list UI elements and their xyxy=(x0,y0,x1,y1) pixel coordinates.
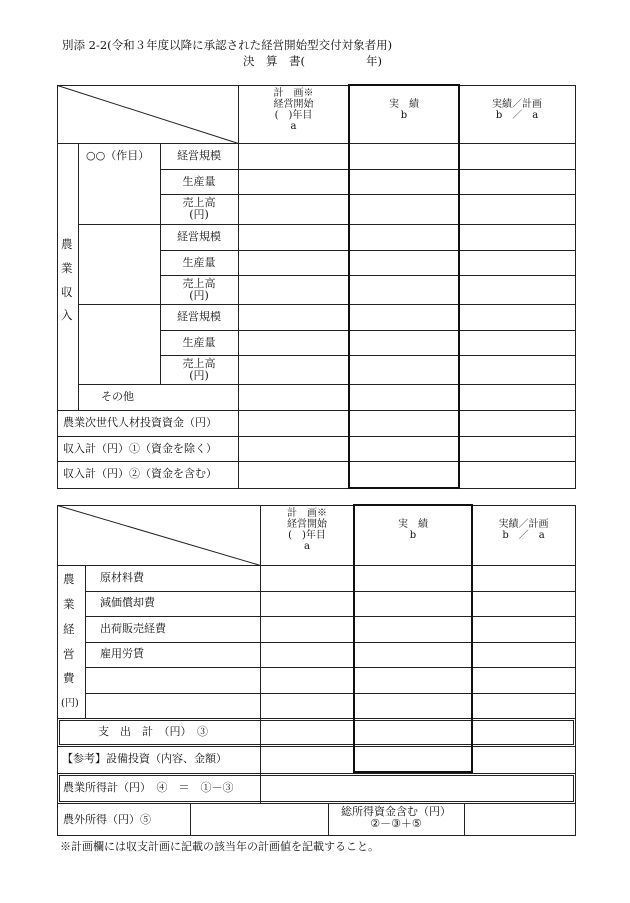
income-total-1-label: 収入計（円）①（資金を除く） xyxy=(63,442,217,455)
nonfarm-income-label: 農外所得（円）⑤ xyxy=(63,813,151,826)
side-label-keihi-3: 経 xyxy=(63,622,75,636)
total-income-label: 総所得資金含む（円） ②－③＋⑤ xyxy=(341,805,451,830)
sales-label: 売上高 (円) xyxy=(182,277,216,302)
expense-total-label: 支 出 計 （円） ③ xyxy=(98,725,208,738)
side-label-keihi-6: (円) xyxy=(61,698,79,709)
side-label-keihi-1: 農 xyxy=(63,572,75,586)
footnote: ※計画欄には収支計画に記載の該当年の計画値を記載すること。 xyxy=(60,840,379,853)
attachment-label: 別添 2-2(令和３年度以降に承認された経営開始型交付対象者用) xyxy=(62,38,393,52)
t2-plan-header: 計 画※ 経営開始 ( )年目 a xyxy=(287,508,327,552)
income-total-2-label: 収入計（円）②（資金を含む） xyxy=(63,467,217,480)
scale-label: 経営規模 xyxy=(177,149,221,162)
t1-actual-header: 実 績 b xyxy=(389,99,419,121)
subsidy-label: 農業次世代人材投資資金（円） xyxy=(63,416,217,429)
scale-label: 経営規模 xyxy=(177,310,221,323)
side-label-keihi-2: 業 xyxy=(63,597,75,611)
crop-label: ○○（作目） xyxy=(86,149,150,162)
document-year-suffix: 年) xyxy=(366,54,382,68)
item-labor: 雇用労賃 xyxy=(100,647,144,660)
sales-label: 売上高 (円) xyxy=(182,196,216,221)
document-title: 決 算 書( xyxy=(243,54,305,68)
scale-label: 経営規模 xyxy=(177,230,221,243)
item-depreciation: 減価償却費 xyxy=(100,596,155,609)
t1-plan-header: 計 画※ 経営開始 ( )年目 a xyxy=(273,88,314,132)
sales-label: 売上高 (円) xyxy=(182,357,216,382)
side-label-nogyo-1: 農 xyxy=(61,237,73,251)
production-label: 生産量 xyxy=(182,256,216,269)
t2-ratio-header: 実績／計画 b ／ a xyxy=(498,519,549,541)
side-label-nogyo-2: 業 xyxy=(61,261,73,275)
item-shipping-sales: 出荷販売経費 xyxy=(100,622,166,635)
item-raw-materials: 原材料費 xyxy=(100,571,144,584)
reference-investment-label: 【参考】設備投資（内容、金額） xyxy=(62,752,227,765)
production-label: 生産量 xyxy=(182,175,216,188)
side-label-nogyo-4: 入 xyxy=(61,308,73,322)
farm-income-label: 農業所得計（円） ④ ＝ ①－③ xyxy=(63,781,234,794)
t1-ratio-header: 実績／計画 b ／ a xyxy=(492,99,542,121)
side-label-keihi-4: 営 xyxy=(63,647,75,661)
production-label: 生産量 xyxy=(182,336,216,349)
side-label-keihi-5: 費 xyxy=(63,671,75,685)
side-label-nogyo-3: 収 xyxy=(61,285,73,299)
t2-actual-header: 実 績 b xyxy=(398,519,428,541)
other-label: その他 xyxy=(101,390,134,403)
